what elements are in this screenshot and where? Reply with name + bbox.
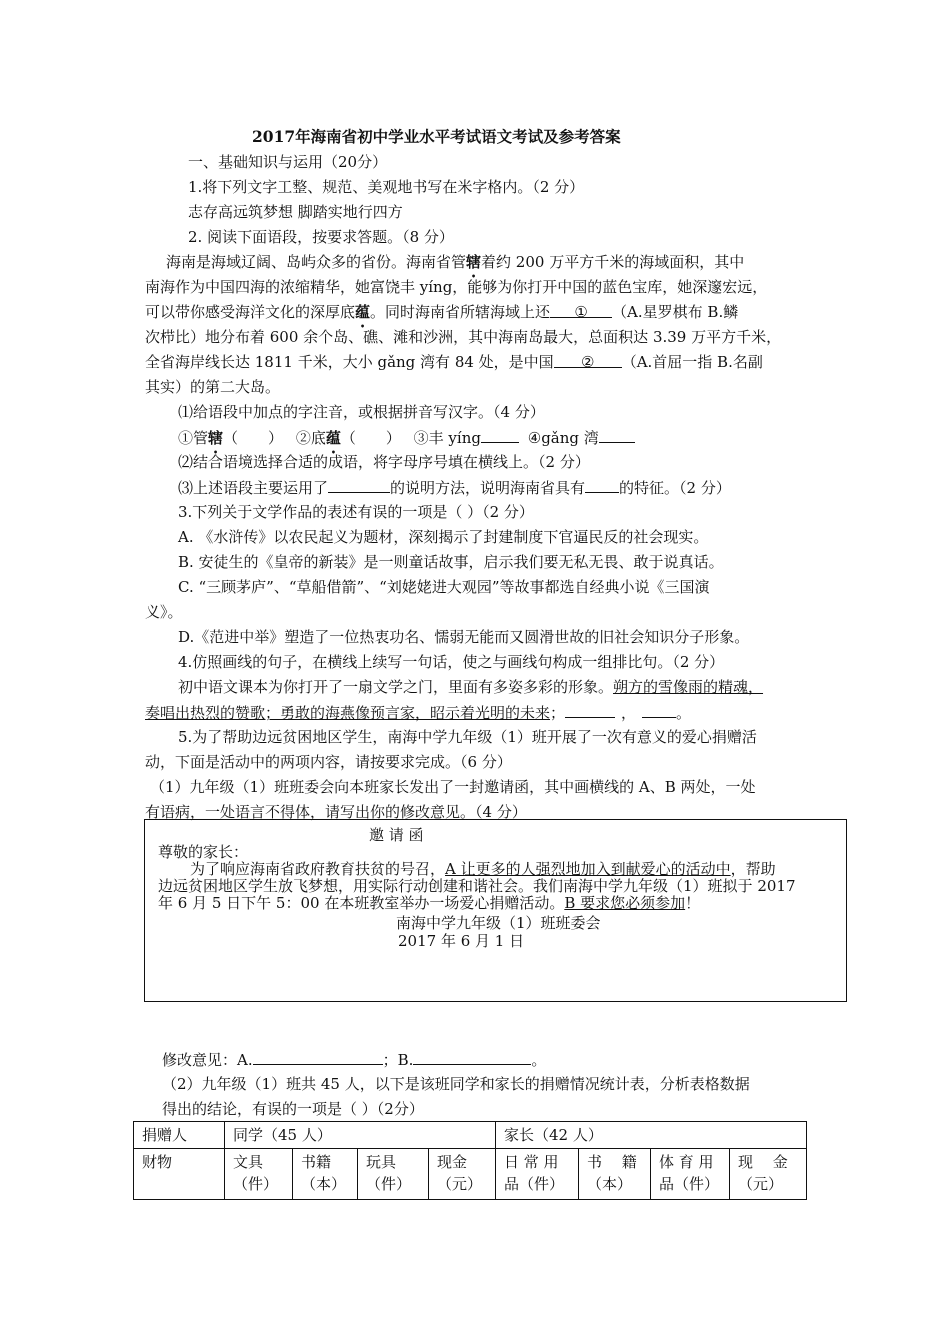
q4-line2: 奏唱出热烈的赞歌；勇敢的海燕像预言家，昭示着光明的未来； ， 。: [145, 704, 692, 722]
letter-signature: 南海中学九年级（1）班班委会: [396, 914, 601, 932]
table-cell: 体 育 用 品（件）: [651, 1149, 730, 1200]
answer-blank[interactable]: [565, 702, 615, 718]
table-cell: 书 籍 （本）: [579, 1149, 651, 1200]
letter-salutation: 尊敬的家长：: [158, 843, 249, 861]
q2-para-line3: 可以带你感受海洋文化的深厚底蕴。同时海南省所辖海域上还 ① （A.星罗棋布 B.鳞: [145, 303, 739, 321]
q3-option-c-cont: 义》。: [145, 603, 183, 621]
q4-stem: 4.仿照画线的句子，在横线上续写一句话，使之与画线句构成一组排比句。（2 分）: [178, 653, 725, 671]
table-header-cell: 捐赠人: [134, 1122, 225, 1149]
letter-body-line1: 为了响应海南省政府教育扶贫的号召，A 让更多的人强烈地加入到献爱心的活动中，帮助: [190, 860, 776, 878]
donation-table: [133, 1121, 807, 1200]
answer-blank[interactable]: ②: [554, 352, 622, 368]
table-cell: 现金 （元）: [429, 1149, 496, 1200]
table-header-cell: 同学（45 人）: [225, 1122, 496, 1149]
underlined-part-b: B 要求您必须参加: [564, 894, 686, 912]
q5-part1-cont: 有语病，一处语言不得体，请写出你的修改意见。（4 分）: [145, 803, 527, 821]
q5-part2-cont: 得出的结论，有误的一项是（ ）（2分）: [162, 1100, 424, 1118]
q2-sub2: ⑵结合语境选择合适的成语，将字母序号填在横线上。（2 分）: [178, 453, 590, 471]
q3-option-d: D.《范进中举》塑造了一位热衷功名、懦弱无能而又圆滑世故的旧社会知识分子形象。: [178, 628, 750, 646]
q5-stem-cont: 动，下面是活动中的两项内容，请按要求完成。（6 分）: [145, 753, 512, 771]
q3-option-c: C. “三顾茅庐”、“草船借箭”、“刘姥姥进大观园”等故事都选自经典小说《三国演: [178, 578, 710, 596]
letter-body-line3: 年 6 月 5 日下午 5：00 在本班教室举办一场爱心捐赠活动。B 要求您必须参加！: [158, 894, 701, 912]
table-cell: 现 金 （元）: [730, 1149, 807, 1200]
q1-text: 志存高远筑梦想 脚踏实地行四方: [188, 203, 403, 221]
q5-part2: （2）九年级（1）班共 45 人，以下是该班同学和家长的捐赠情况统计表，分析表格数据: [162, 1075, 750, 1093]
q5-part1: （1）九年级（1）班班委会向本班家长发出了一封邀请函，其中画横线的 A、B 两处，一处: [150, 778, 756, 796]
answer-blank[interactable]: [585, 477, 619, 493]
answer-blank-a[interactable]: [253, 1049, 383, 1065]
q2-para-line2: 南海作为中国四海的浓缩精华，她富饶丰 yíng，能够为你打开中国的蓝色宝库，她深邃宏远，: [145, 278, 768, 296]
underlined-part-a: A 让更多的人强烈地加入到献爱心的活动中: [445, 860, 731, 878]
dotted-char: 蕴: [355, 303, 371, 321]
table-cell: 文具 （件）: [225, 1149, 293, 1200]
q2-para-line1: 海南是海域辽阔、岛屿众多的省份。海南省管辖着约 200 万平方千米的海域面积，其中: [166, 253, 745, 271]
q2-para-line5: 全省海岸线长达 1811 千米，大小 gǎng 湾有 84 处，是中国 ② （A.首屈一指 B.名副: [145, 353, 763, 371]
table-header-cell: 家长（42 人）: [496, 1122, 807, 1149]
dotted-char: 辖: [466, 253, 482, 271]
table-cell: 财物: [134, 1149, 225, 1200]
q2-stem: 2. 阅读下面语段，按要求答题。（8 分）: [188, 228, 454, 246]
q2-sub3: ⑶上述语段主要运用了 的说明方法，说明海南省具有 的特征。（2 分）: [178, 479, 731, 497]
table-row: [134, 1122, 807, 1149]
table-row: [134, 1149, 807, 1200]
table-cell: 书籍 （本）: [293, 1149, 358, 1200]
letter-date: 2017 年 6 月 1 日: [398, 932, 525, 950]
q2-para-line4: 次栉比）地分布着 600 余个岛、礁、滩和沙洲，其中海南岛最大，总面积达 3.39 万平方千米，: [145, 328, 782, 346]
table-cell: 玩具 （件）: [358, 1149, 429, 1200]
q1-stem: 1.将下列文字工整、规范、美观地书写在米字格内。（2 分）: [188, 178, 585, 196]
answer-blank[interactable]: [481, 427, 519, 443]
q2-sub1-items: ①管辖（ ） ②底蕴（ ） ③丰 yíng ④gǎng 湾: [178, 427, 635, 457]
q5-stem: 5.为了帮助边远贫困地区学生，南海中学九年级（1）班开展了一次有意义的爱心捐赠活: [178, 728, 757, 746]
q3-stem: 3.下列关于文学作品的表述有误的一项是（ ）（2 分）: [178, 503, 534, 521]
q2-para-line6: 其实）的第二大岛。: [145, 378, 281, 396]
letter-body-line2: 边远贫困地区学生放飞梦想，用实际行动创建和谐社会。我们南海中学九年级（1）班拟于 2017: [158, 877, 796, 895]
revision-answer-line: 修改意见：A. ；B. 。: [162, 1051, 547, 1069]
answer-blank[interactable]: ①: [550, 302, 612, 318]
answer-blank[interactable]: [328, 477, 390, 493]
page-title: 2017年海南省初中学业水平考试语文考试及参考答案: [252, 127, 621, 146]
q3-option-a: A. 《水浒传》以农民起义为题材，深刻揭示了封建制度下官逼民反的社会现实。: [178, 528, 709, 546]
q3-option-b: B. 安徒生的《皇帝的新装》是一则童话故事，启示我们要无私无畏、敢于说真话。: [178, 553, 724, 571]
section-heading: 一、基础知识与运用（20分）: [188, 153, 388, 171]
letter-heading: 邀 请 函: [369, 826, 424, 844]
answer-blank-b[interactable]: [413, 1049, 531, 1065]
answer-blank[interactable]: [642, 702, 676, 718]
q4-line1: 初中语文课本为你打开了一扇文学之门，里面有多姿多彩的形象。朔方的雪像雨的精魂，: [178, 678, 764, 696]
underlined-sentence: 朔方的雪像雨的精魂，: [613, 678, 764, 696]
answer-blank[interactable]: [599, 427, 635, 443]
q2-sub1: ⑴给语段中加点的字注音，或根据拼音写汉字。（4 分）: [178, 403, 545, 421]
underlined-sentence: 奏唱出热烈的赞歌；勇敢的海燕像预言家，昭示着光明的未来: [145, 704, 551, 722]
table-cell: 日 常 用 品（件）: [496, 1149, 579, 1200]
